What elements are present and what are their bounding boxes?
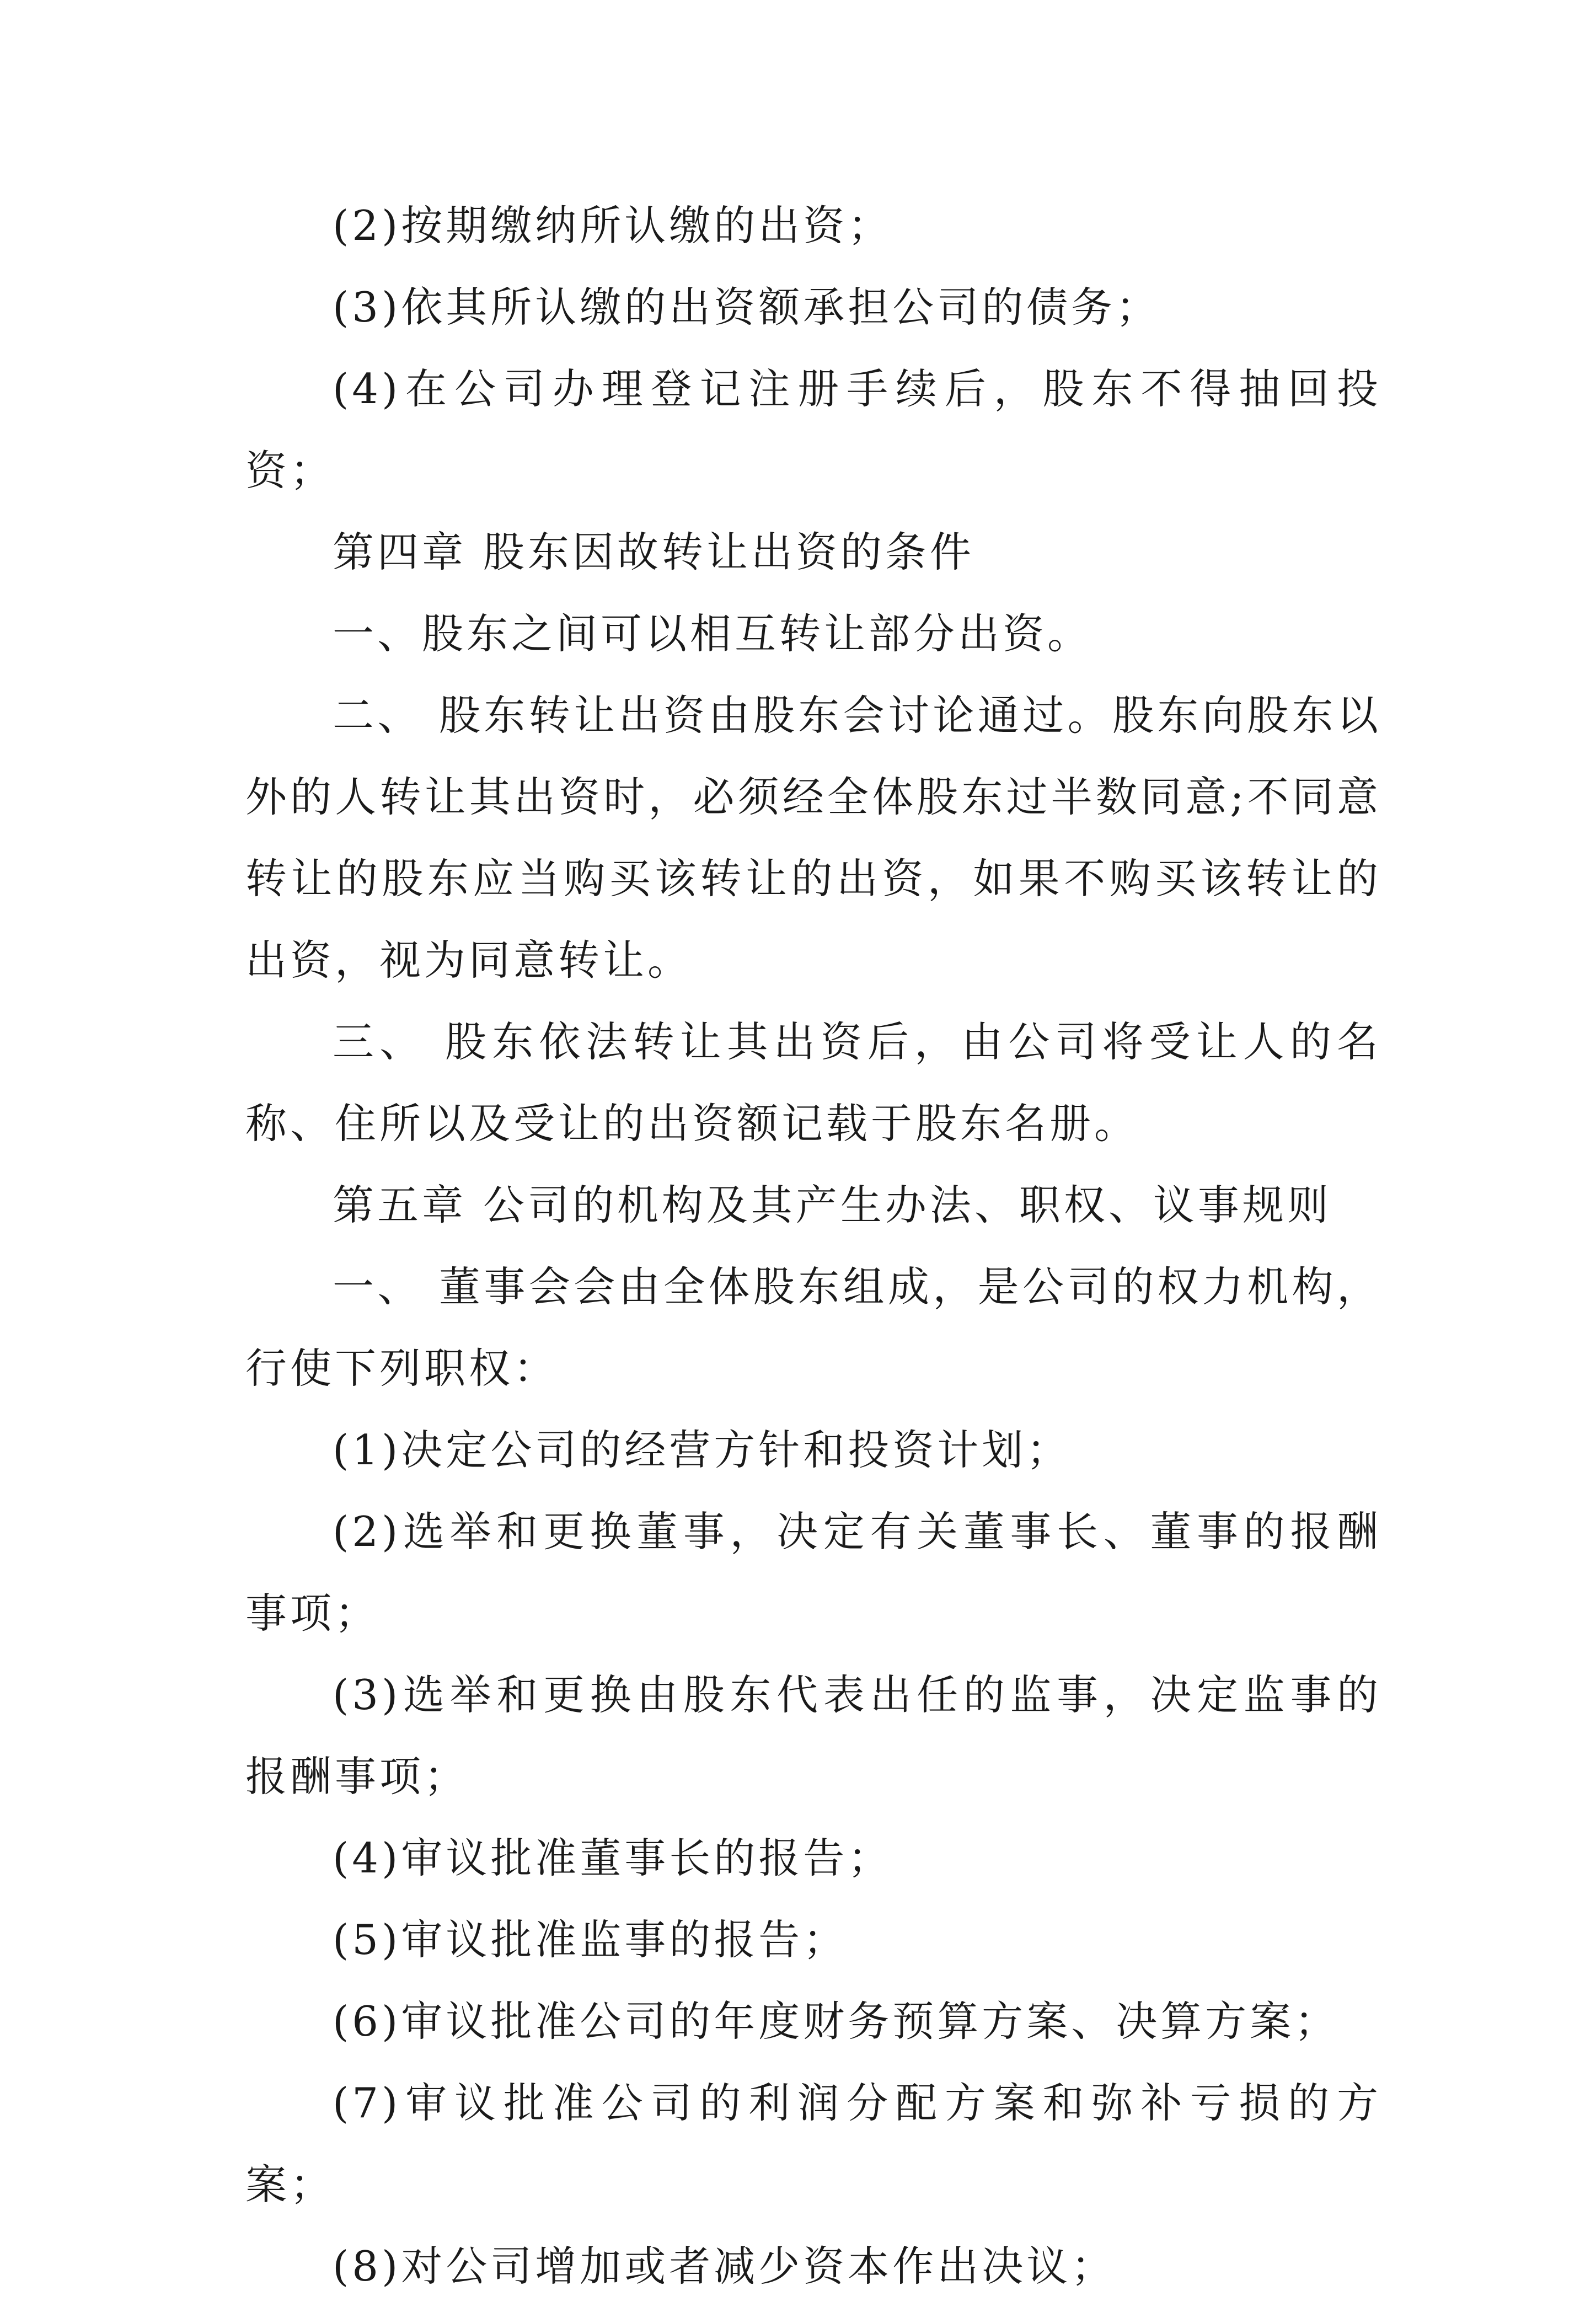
paragraph-power-1: (1)决定公司的经营方针和投资计划； bbox=[333, 1426, 1072, 1474]
paragraph-power-6: (6)审议批准公司的年度财务预算方案、决算方案； bbox=[333, 1997, 1340, 2046]
paragraph-obligation-4: (4)在公司办理登记注册手续后，股东不得抽回投资； bbox=[245, 365, 1381, 495]
paragraph-obligation-2: (2)按期缴纳所认缴的出资； bbox=[333, 201, 893, 250]
chapter-5-heading: 第五章 公司的机构及其产生办法、职权、议事规则 bbox=[333, 1181, 1332, 1229]
paragraph-transfer-1: 一、股东之间可以相互转让部分出资。 bbox=[333, 609, 1092, 658]
paragraph-transfer-3: 三、 股东依法转让其出资后，由公司将受让人的名称、住所以及受让的出资额记载于股东名册。 bbox=[245, 1018, 1381, 1148]
paragraph-power-3: (3)选举和更换由股东代表出任的监事，决定监事的报酬事项； bbox=[245, 1671, 1381, 1801]
paragraph-transfer-2: 二、 股东转让出资由股东会讨论通过。股东向股东以外的人转让其出资时，必须经全体股东过半数同意;不同意转让的股东应当购买该转让的出资，如果不购买该转让的出资，视为同意转让。 bbox=[245, 691, 1381, 984]
paragraph-power-4: (4)审议批准董事长的报告； bbox=[333, 1834, 893, 1882]
paragraph-power-7: (7)审议批准公司的利润分配方案和弥补亏损的方案； bbox=[245, 2079, 1381, 2209]
paragraph-obligation-3: (3)依其所认缴的出资额承担公司的债务； bbox=[333, 283, 1161, 331]
paragraph-power-2: (2)选举和更换董事，决定有关董事长、董事的报酬事项； bbox=[245, 1507, 1381, 1637]
document-body bbox=[245, 185, 1381, 2307]
paragraph-power-5: (5)审议批准监事的报告； bbox=[333, 1915, 848, 1964]
paragraph-power-8: (8)对公司增加或者减少资本作出决议； bbox=[333, 2242, 1116, 2290]
chapter-4-heading: 第四章 股东因故转让出资的条件 bbox=[333, 528, 974, 576]
paragraph-board-1: 一、 董事会会由全体股东组成，是公司的权力机构，行使下列职权： bbox=[245, 1262, 1381, 1393]
